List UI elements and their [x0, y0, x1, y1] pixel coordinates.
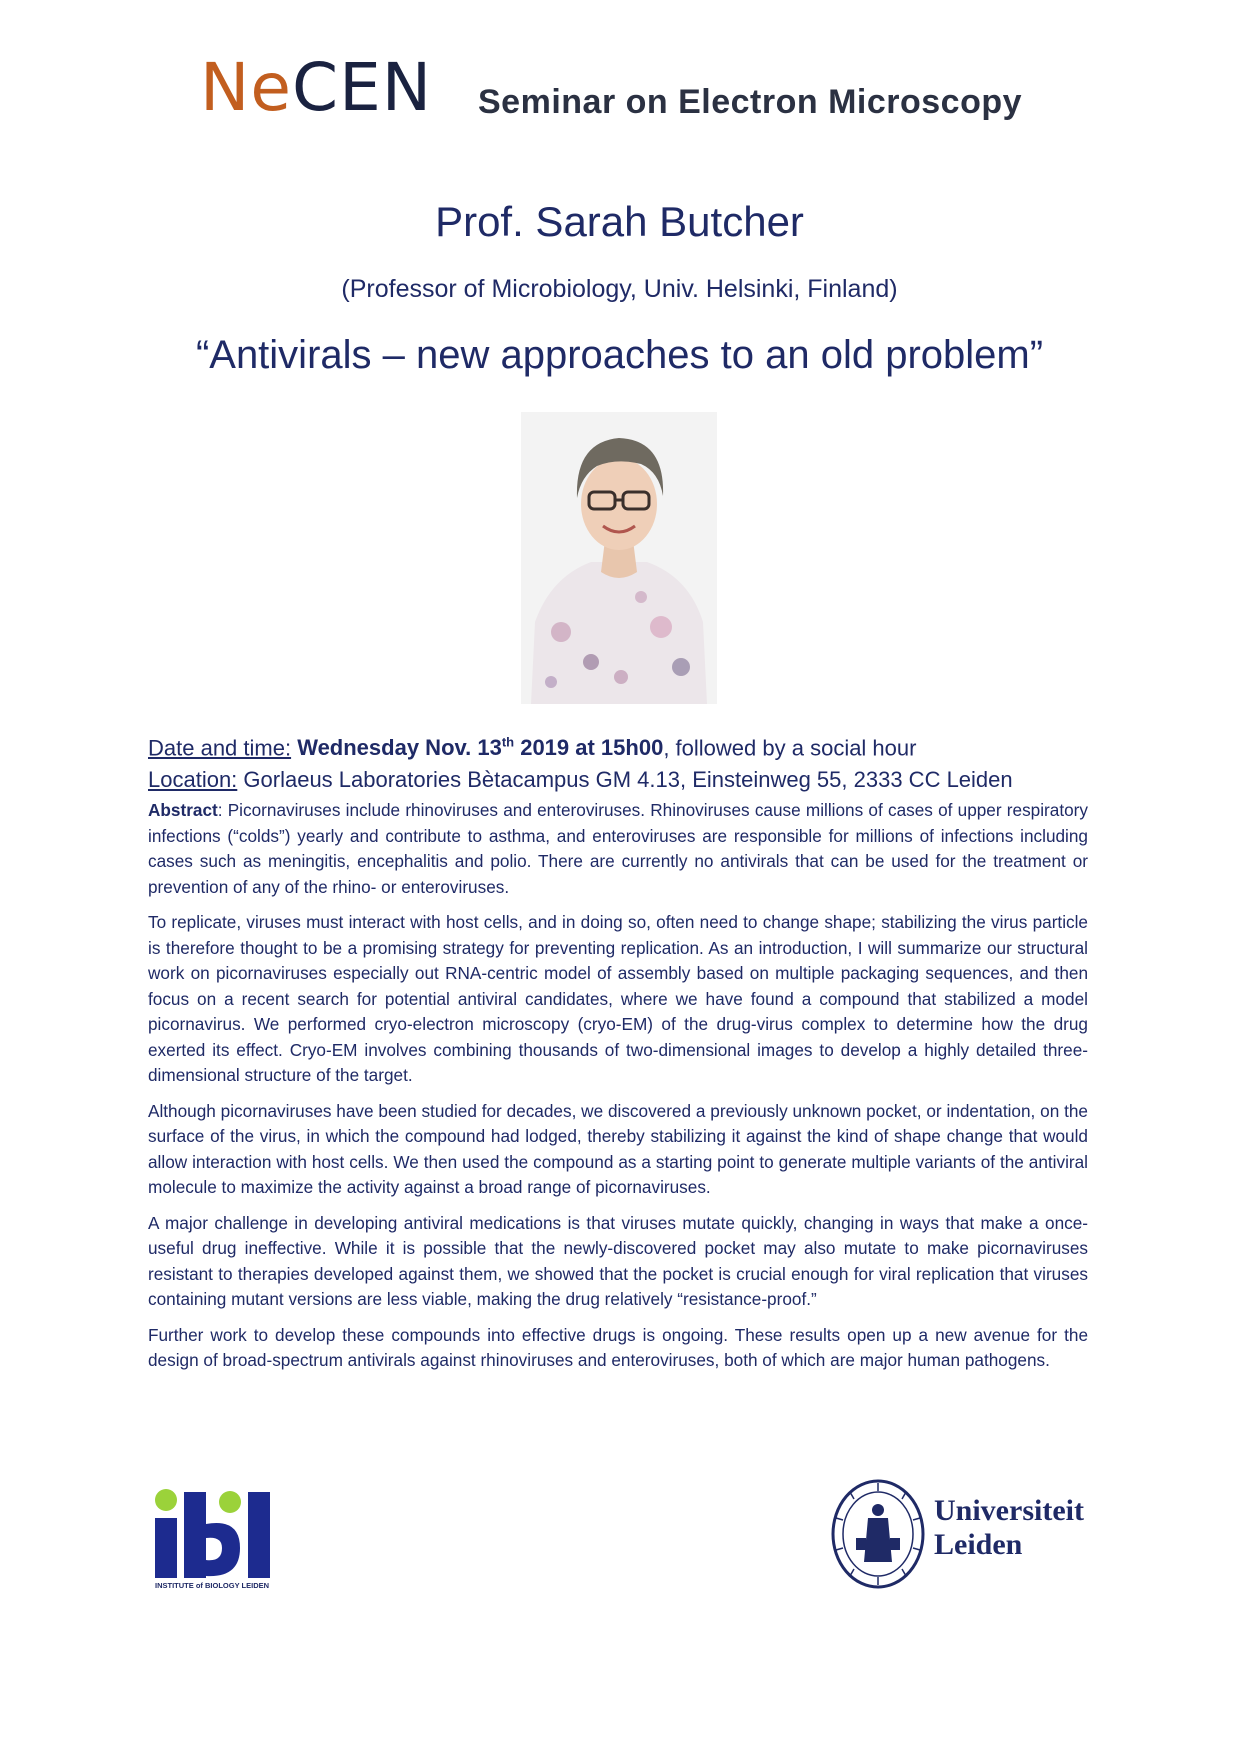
necen-logo-icon	[200, 49, 433, 126]
ibl-logo-icon	[152, 1486, 282, 1591]
date-ordinal: th	[501, 735, 515, 750]
ibl-caption: INSTITUTE of BIOLOGY LEIDEN	[155, 1581, 270, 1590]
seminar-series-title: Seminar on Electron Microscopy	[478, 83, 1023, 121]
date-value	[297, 735, 663, 760]
abstract	[148, 798, 1088, 1384]
abstract-paragraph-3: Although picornaviruses have been studied for decades, we discovered a previously unknown pocket, or indentation, on the surface of the virus, in which the compound had lodged, thereby stabilizing it against the kind of shape change that would allow interaction with host cells. We then used the compound as a starting point to generate multiple variants of the antiviral molecule to maximize the activity against a broad range of picornaviruses.	[148, 1100, 1088, 1197]
date-line	[148, 727, 1098, 764]
talk-title: “Antivirals – new approaches to an old problem”	[195, 333, 1044, 377]
abstract-paragraph-4: A major challenge in developing antiviral medications is that viruses mutate quickly, changing in ways that make a once-useful drug ineffective. While it is possible that the newly-discovered pocket may also mutate to make picornaviruses resistant to therapies developed against them, we showed that the pocket is crucial enough for viral replication that viruses containing mutant versions are less viable, making the drug relatively “resistance-proof.”	[148, 1212, 1088, 1309]
logo-ne: Ne	[200, 49, 292, 126]
speaker-portrait-icon	[521, 412, 717, 704]
leiden-seal-graphic	[830, 1478, 926, 1590]
abstract-paragraph-1	[148, 798, 1088, 900]
logo-cen: CEN	[291, 49, 433, 126]
abstract-label: Abstract	[148, 800, 218, 820]
abstract-p1-text: : Picornaviruses include rhinoviruses and enteroviruses. Rhinoviruses cause millions of cases of upper respiratory infections (“colds”) yearly and contribute to asthma, and enteroviruses are responsible for millions of infections including cases such as meningitis, encephalitis and polio. There are currently no antivirals that can be used for the treatment or prevention of any of the rhino- or enteroviruses.	[148, 800, 1088, 897]
date-suffix: , followed by a social hour	[663, 735, 917, 761]
speaker-name: Prof. Sarah Butcher	[435, 198, 804, 245]
speaker-photo	[521, 412, 717, 704]
abstract-paragraph-5: Further work to develop these compounds into effective drugs is ongoing. These results open up a new avenue for the design of broad-spectrum antivirals against rhinoviruses and enteroviruses, both of which are major human pathogens.	[148, 1324, 1088, 1370]
location-value: Gorlaeus Laboratories Bètacampus GM 4.13, Einsteinweg 55, 2333 CC Leiden	[237, 767, 1013, 793]
ibl-logo-graphic	[152, 1486, 282, 1586]
abstract-paragraph-2: To replicate, viruses must interact with host cells, and in doing so, often need to change shape; stabilizing the virus particle is therefore thought to be a promising strategy for preventing replication. As an introduction, I will summarize our structural work on picornaviruses especially out RNA-centric model of assembly based on multiple packaging sequences, and then focus on a recent search for potential antiviral candidates, where we have found a compound that stabilized a model picornavirus. We performed cryo-electron microscopy (cryo-EM) of the drug-virus complex to determine how the drug exerted its effect. Cryo-EM involves combining thousands of two-dimensional images to develop a highly detailed three-dimensional structure of the target.	[148, 912, 1088, 1085]
date-value-main: Wednesday Nov. 13	[297, 735, 502, 761]
date-value-time: 2019 at 15h00	[514, 735, 664, 761]
location-label: Location:	[148, 767, 238, 793]
leiden-line-2: Leiden	[934, 1528, 1023, 1561]
leiden-line-1: Universiteit	[934, 1494, 1084, 1527]
leiden-wordmark	[934, 1494, 1084, 1562]
date-label: Date and time:	[148, 735, 292, 761]
header	[200, 49, 1060, 130]
location-line	[148, 764, 1098, 796]
speaker-affiliation: (Professor of Microbiology, Univ. Helsinki, Finland)	[341, 275, 898, 303]
leiden-seal-icon	[830, 1478, 926, 1590]
event-info	[148, 727, 1098, 796]
